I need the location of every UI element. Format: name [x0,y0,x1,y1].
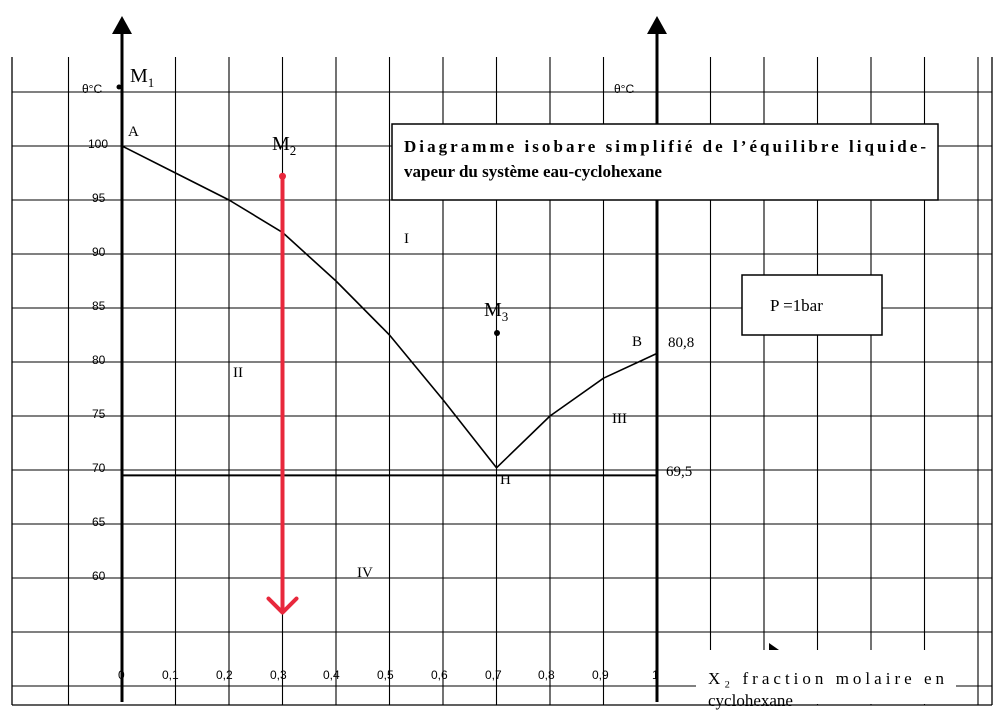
y-tick-65: 65 [92,515,106,529]
right-temperature-axis [647,16,667,702]
title-line-1: Diagramme isobare simplifié de l’équilibre liquide- [404,137,927,156]
y-tick-70: 70 [92,461,106,475]
x-tick-0-7: 0,7 [485,668,502,682]
point-m2-label: $M_2$ [272,133,297,158]
region-iii-label: III [612,411,627,427]
up-arrow-icon [112,16,132,34]
point-h-label: H [500,472,511,488]
x-tick-0-8: 0,8 [538,668,555,682]
point-a-label: A [128,124,139,140]
dew-curve-cyclohexane [497,353,658,467]
left-axis-unit: θ°C [82,82,103,96]
point-m3-label: $M_3$ [484,299,509,324]
x-tick-0-2: 0,2 [216,668,233,682]
x-tick-1: 1 [652,668,659,682]
y-tick-90: 90 [92,245,106,259]
x-axis-label-2: cyclohexane [708,691,793,710]
title-box [392,124,938,200]
x-tick-0-6: 0,6 [431,668,448,682]
y-tick-85: 85 [92,299,106,313]
right-axis-unit: θ°C [614,82,635,96]
x-tick-0-3: 0,3 [270,668,287,682]
point-m1-label: $M_1$ [130,65,155,90]
b-temperature-value: 80,8 [668,335,695,351]
m3-point [494,330,500,336]
y-tick-100: 100 [88,137,109,151]
y-tick-labels [88,137,108,583]
y-tick-60: 60 [92,569,106,583]
x-tick-0-1: 0,1 [162,668,179,682]
pressure-box [742,275,882,335]
left-temperature-axis [112,16,132,702]
title-line-2: vapeur du système eau-cyclohexane [404,162,662,181]
pressure-label: P =1bar [770,296,823,315]
m1-point [117,85,122,90]
point-b-label: B [632,334,643,350]
h-temperature-value: 69,5 [666,464,693,480]
x-tick-0-9: 0,9 [592,668,609,682]
region-i-label: I [404,231,409,247]
up-arrow-icon [647,16,667,34]
x-tick-0-5: 0,5 [377,668,394,682]
region-iv-label: IV [357,565,373,581]
m2-point [279,173,286,180]
y-tick-80: 80 [92,353,106,367]
x-tick-0: 0 [118,668,125,682]
y-tick-75: 75 [92,407,106,421]
x-axis-label: X₂ fraction molaire en [708,669,944,688]
x-tick-0-4: 0,4 [323,668,340,682]
y-tick-95: 95 [92,191,106,205]
cooling-arrow [269,173,297,613]
x-tick-labels [118,668,659,682]
region-ii-label: II [233,365,243,381]
